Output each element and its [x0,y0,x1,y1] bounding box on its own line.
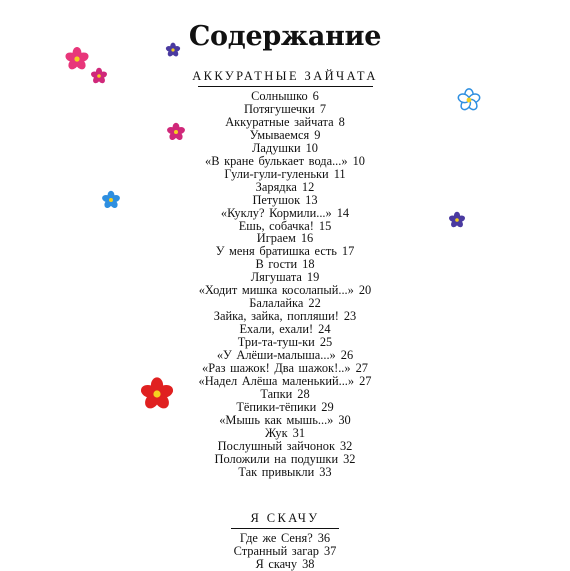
toc-entry-page-number: 32 [343,451,356,466]
toc-entry-page-number: 9 [314,127,321,142]
toc-entry-title: Я скачу [255,556,298,571]
toc-entry-title: Гули-гули-гуленьки [224,166,329,181]
toc-entry-title: Странный загар [233,543,319,558]
toc-entry-title: Умываемся [249,127,310,142]
toc-entry-title: Зарядка [255,179,297,194]
toc-entry [175,558,395,571]
toc-entry-title: Зайка, зайка, попляши! [213,309,339,324]
toc-entry-page-number: 25 [319,335,333,350]
toc-entry-page-number: 33 [319,464,332,479]
toc-entry-page-number: 28 [297,386,310,401]
toc-entry-title: Играем [256,231,296,246]
toc-entry-page-number: 10 [352,153,365,168]
toc-entry-title: Положили на подушки [214,451,339,466]
toc-entry-page-number: 17 [341,244,355,259]
toc-entry-title: Петушок [252,192,301,207]
toc-entry-title: «У Алёши-малыша...» [216,348,336,363]
blue-white-flower-icon [457,88,481,112]
toc-entry-title: Солнышко [251,89,308,103]
purple-bud-flower-icon [448,211,466,229]
section-heading: Я СКАЧУ [250,511,320,525]
toc-entry-page-number: 26 [340,348,354,363]
toc-entry-title: «Ходит мишка косолапый...» [198,283,354,298]
toc-entry-page-number: 20 [358,283,372,298]
toc-entry-page-number: 27 [359,373,372,388]
toc-entry [175,466,395,479]
magenta-flower-icon [166,122,186,142]
toc-entry-page-number: 13 [305,192,318,207]
toc-entry-page-number: 32 [339,438,353,453]
toc-entry-page-number: 36 [317,531,331,545]
toc-entry-page-number: 29 [321,399,334,414]
red-flower-icon [139,376,175,412]
red-flower-icon [90,67,108,85]
section-heading: АККУРАТНЫЕ ЗАЙЧАТА [192,69,378,83]
toc-list [175,532,395,571]
toc-entry-page-number: 22 [308,296,321,311]
toc-entry-page-number: 19 [306,270,320,285]
toc-entry-title: Тапки [260,386,293,401]
toc-entry-page-number: 18 [302,257,315,272]
toc-entry-title: Аккуратные зайчата [225,114,334,129]
toc-entry-title: Три-та-туш-ки [237,335,315,350]
toc-entry-title: Потягушечки [243,101,315,116]
toc-entry-page-number: 23 [343,309,357,324]
toc-entry-page-number: 11 [333,166,346,181]
toc-entry-title: В гости [255,257,298,272]
toc-entry-page-number: 10 [305,140,318,155]
toc-entry-page-number: 27 [355,361,368,376]
section-divider [198,86,373,87]
toc-entry-title: Лягушата [250,270,302,285]
toc-entry-title: Ладушки [252,140,301,155]
toc-entry-title: Послушный зайчонок [217,438,335,453]
pink-flower-icon [64,46,90,72]
toc-entry-page-number: 7 [319,101,327,116]
toc-entry-page-number: 6 [312,89,319,103]
toc-entry-title: Жук [264,425,288,440]
toc-entry-title: «Мышь как мышь...» [219,412,334,427]
toc-list [175,90,395,479]
toc-entry-title: Балалайка [249,296,304,311]
toc-entry-title: «Раз шажок! Два шажок!..» [202,361,351,376]
toc-entry-page-number: 38 [302,556,315,571]
toc-entry-page-number: 8 [338,114,345,129]
toc-entry-page-number: 24 [318,322,331,337]
toc-entry-title: Ешь, собачка! [238,218,314,233]
toc-section [175,510,395,571]
toc-entry-title: Где же Сеня? [239,531,313,545]
toc-entry-page-number: 37 [323,543,337,558]
toc-entry-page-number: 12 [301,179,315,194]
blue-flower-icon [101,190,121,210]
toc-section [175,68,395,479]
toc-entry-page-number: 30 [338,412,351,427]
page-title: Содержание [188,21,382,52]
toc-entry-page-number: 31 [292,425,306,440]
toc-entry-title: Тёпики-тёпики [236,399,317,414]
toc-entry-title: У меня братишка есть [215,244,337,259]
toc-entry-page-number: 14 [336,205,350,220]
purple-flower-icon [165,42,181,58]
toc-entry-page-number: 15 [318,218,332,233]
toc-entry-title: «Куклу? Кормили...» [220,205,332,220]
toc-entry-title: «Надел Алёша маленький...» [198,373,355,388]
toc-entry-title: Ехали, ехали! [239,322,314,337]
toc-entry-page-number: 16 [300,231,314,246]
toc-entry-title: Так привыкли [238,464,315,479]
section-divider [231,528,339,529]
toc-entry-title: «В кране булькает вода...» [205,153,348,168]
